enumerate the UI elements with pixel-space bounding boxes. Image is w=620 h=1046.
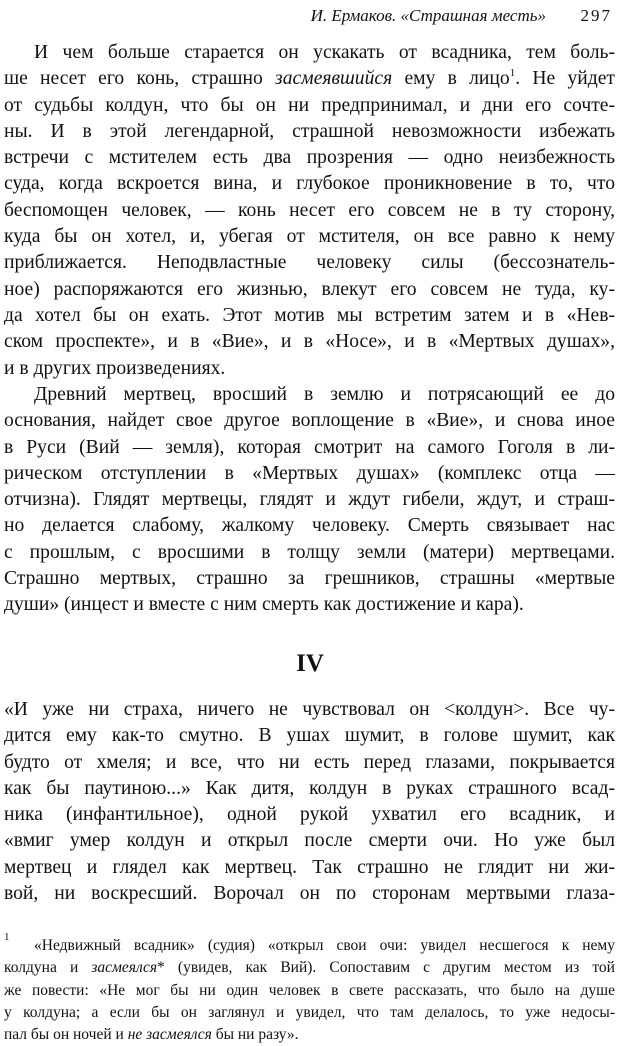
text-line: вой, ни воскресший. Ворочал он по сторонам мертвыми глаза- (4, 883, 615, 905)
text-line: дится ему как-то смутно. В ушах шумит, в голове шумит, как (4, 725, 615, 747)
text-line: беспомощен человек, — конь несет его совсем не в ту сторону, (4, 199, 615, 221)
paragraph-3 (4, 697, 615, 907)
section-heading: IV (296, 650, 324, 677)
footnote-line: у колдуна; а если бы он заглянул и увидел, что там делалось, то уже недосы- (4, 1003, 615, 1021)
text-line: суда, когда вскроется вина, и глубокое проникновение в то, что (4, 173, 615, 195)
emphasis: засмеялся (91, 959, 158, 977)
text-line: в Руси (Вий — земля), которая смотрит на самого Гоголя в ли- (4, 436, 615, 458)
running-title: И. Ермаков. «Страшная месть» (310, 6, 546, 25)
text-line: и в других произведениях. (4, 357, 226, 379)
text-line: И чем больше старается он ускакать от всадника, тем боль- (34, 42, 615, 63)
text-line: отчизна). Глядят мертвецы, глядят и ждут гибели, ждут, и страш- (4, 489, 615, 511)
text-line: приближается. Неподвластные человеку силы (бессознатель- (4, 252, 615, 274)
text-line: ны. И в этой легендарной, страшной невозможности избежать (4, 120, 615, 142)
text-line: куда бы он хотел, и, убегая от мстителя, он все равно к нему (4, 226, 615, 248)
text-line: да хотел бы он ехать. Этот мотив мы встретим затем и в «Нев- (4, 304, 615, 326)
text-line: встречи с мстителем есть два прозрения — одно неизбежность (4, 147, 615, 169)
footnote-line: колдуна и засмеялся* (увидев, как Вий). Сопоставим с другим местом из той (4, 959, 615, 977)
footnote (4, 935, 615, 1046)
text-line: Страшно мертвых, страшно за грешников, страшны «мертвые (4, 568, 615, 590)
text-line: с прошлым, с вросшими в толщу земли (матери) мертвецами. (4, 541, 615, 563)
emphasis: не засмеялся (127, 1026, 212, 1044)
text-line: «вмиг умер колдун и открыл после смерти очи. Но уже был (4, 830, 615, 852)
text-line: от судьбы колдун, что бы он ни предпринимал, и дни его сочте- (4, 94, 615, 116)
footnote-line: «Недвижный всадник» (судия) «открыл свои очи: увидел несшегося к нему (34, 937, 615, 954)
text-line: как бы паутиною...» Как дитя, колдун в руках страшного всад- (4, 777, 615, 799)
text-line: Древний мертвец, вросший в землю и потрясающий ее до (34, 384, 615, 405)
text-line: ника (инфантильное), одной рукой ухватил его всадник, и (4, 804, 615, 826)
text-line: души» (инцест и вместе с ним смерть как достижение и кара). (4, 594, 524, 616)
footnote-line: же повести: «Не мог бы ни один человек в свете рассказать, что было на душе (4, 981, 615, 999)
paragraph-2 (4, 382, 615, 619)
footnote-line: пал бы он ночей и не засмеялся бы ни разу». (4, 1026, 299, 1044)
footnote-marker: 1 (4, 931, 10, 943)
text-line: ском проспекте», и в «Вие», и в «Носе», и в «Мертвых душах», (4, 331, 615, 353)
page-number: 297 (580, 6, 612, 25)
text-line: «И уже ни страха, ничего не чувствовал он <колдун>. Все чу- (4, 699, 615, 720)
text-line: основания, найдет свое другое воплощение в «Вие», и снова иное (4, 410, 615, 432)
emphasis: засмеявшийся (275, 68, 393, 90)
text-line: мертвец и глядел как мертвец. Так страшно не глядит ни жи- (4, 856, 615, 878)
footnote-ref: 1 (509, 67, 516, 80)
text-line: ше несет его конь, страшно засмеявшийся ему в лицо$^1$. Не уйдет (4, 67, 615, 90)
text-line: будто от хмеля; и все, что ни есть перед глазами, покрывается (4, 751, 615, 773)
text-line: рическом отступлении в «Мертвых душах» (комплекс отца — (4, 462, 615, 484)
text-line: но делается слабому, жалкому человеку. Смерть связывает нас (4, 515, 615, 537)
text-line: ное) распоряжаются его жизнью, влекут его совсем не туда, ку- (4, 278, 615, 300)
paragraph-1 (4, 40, 615, 382)
